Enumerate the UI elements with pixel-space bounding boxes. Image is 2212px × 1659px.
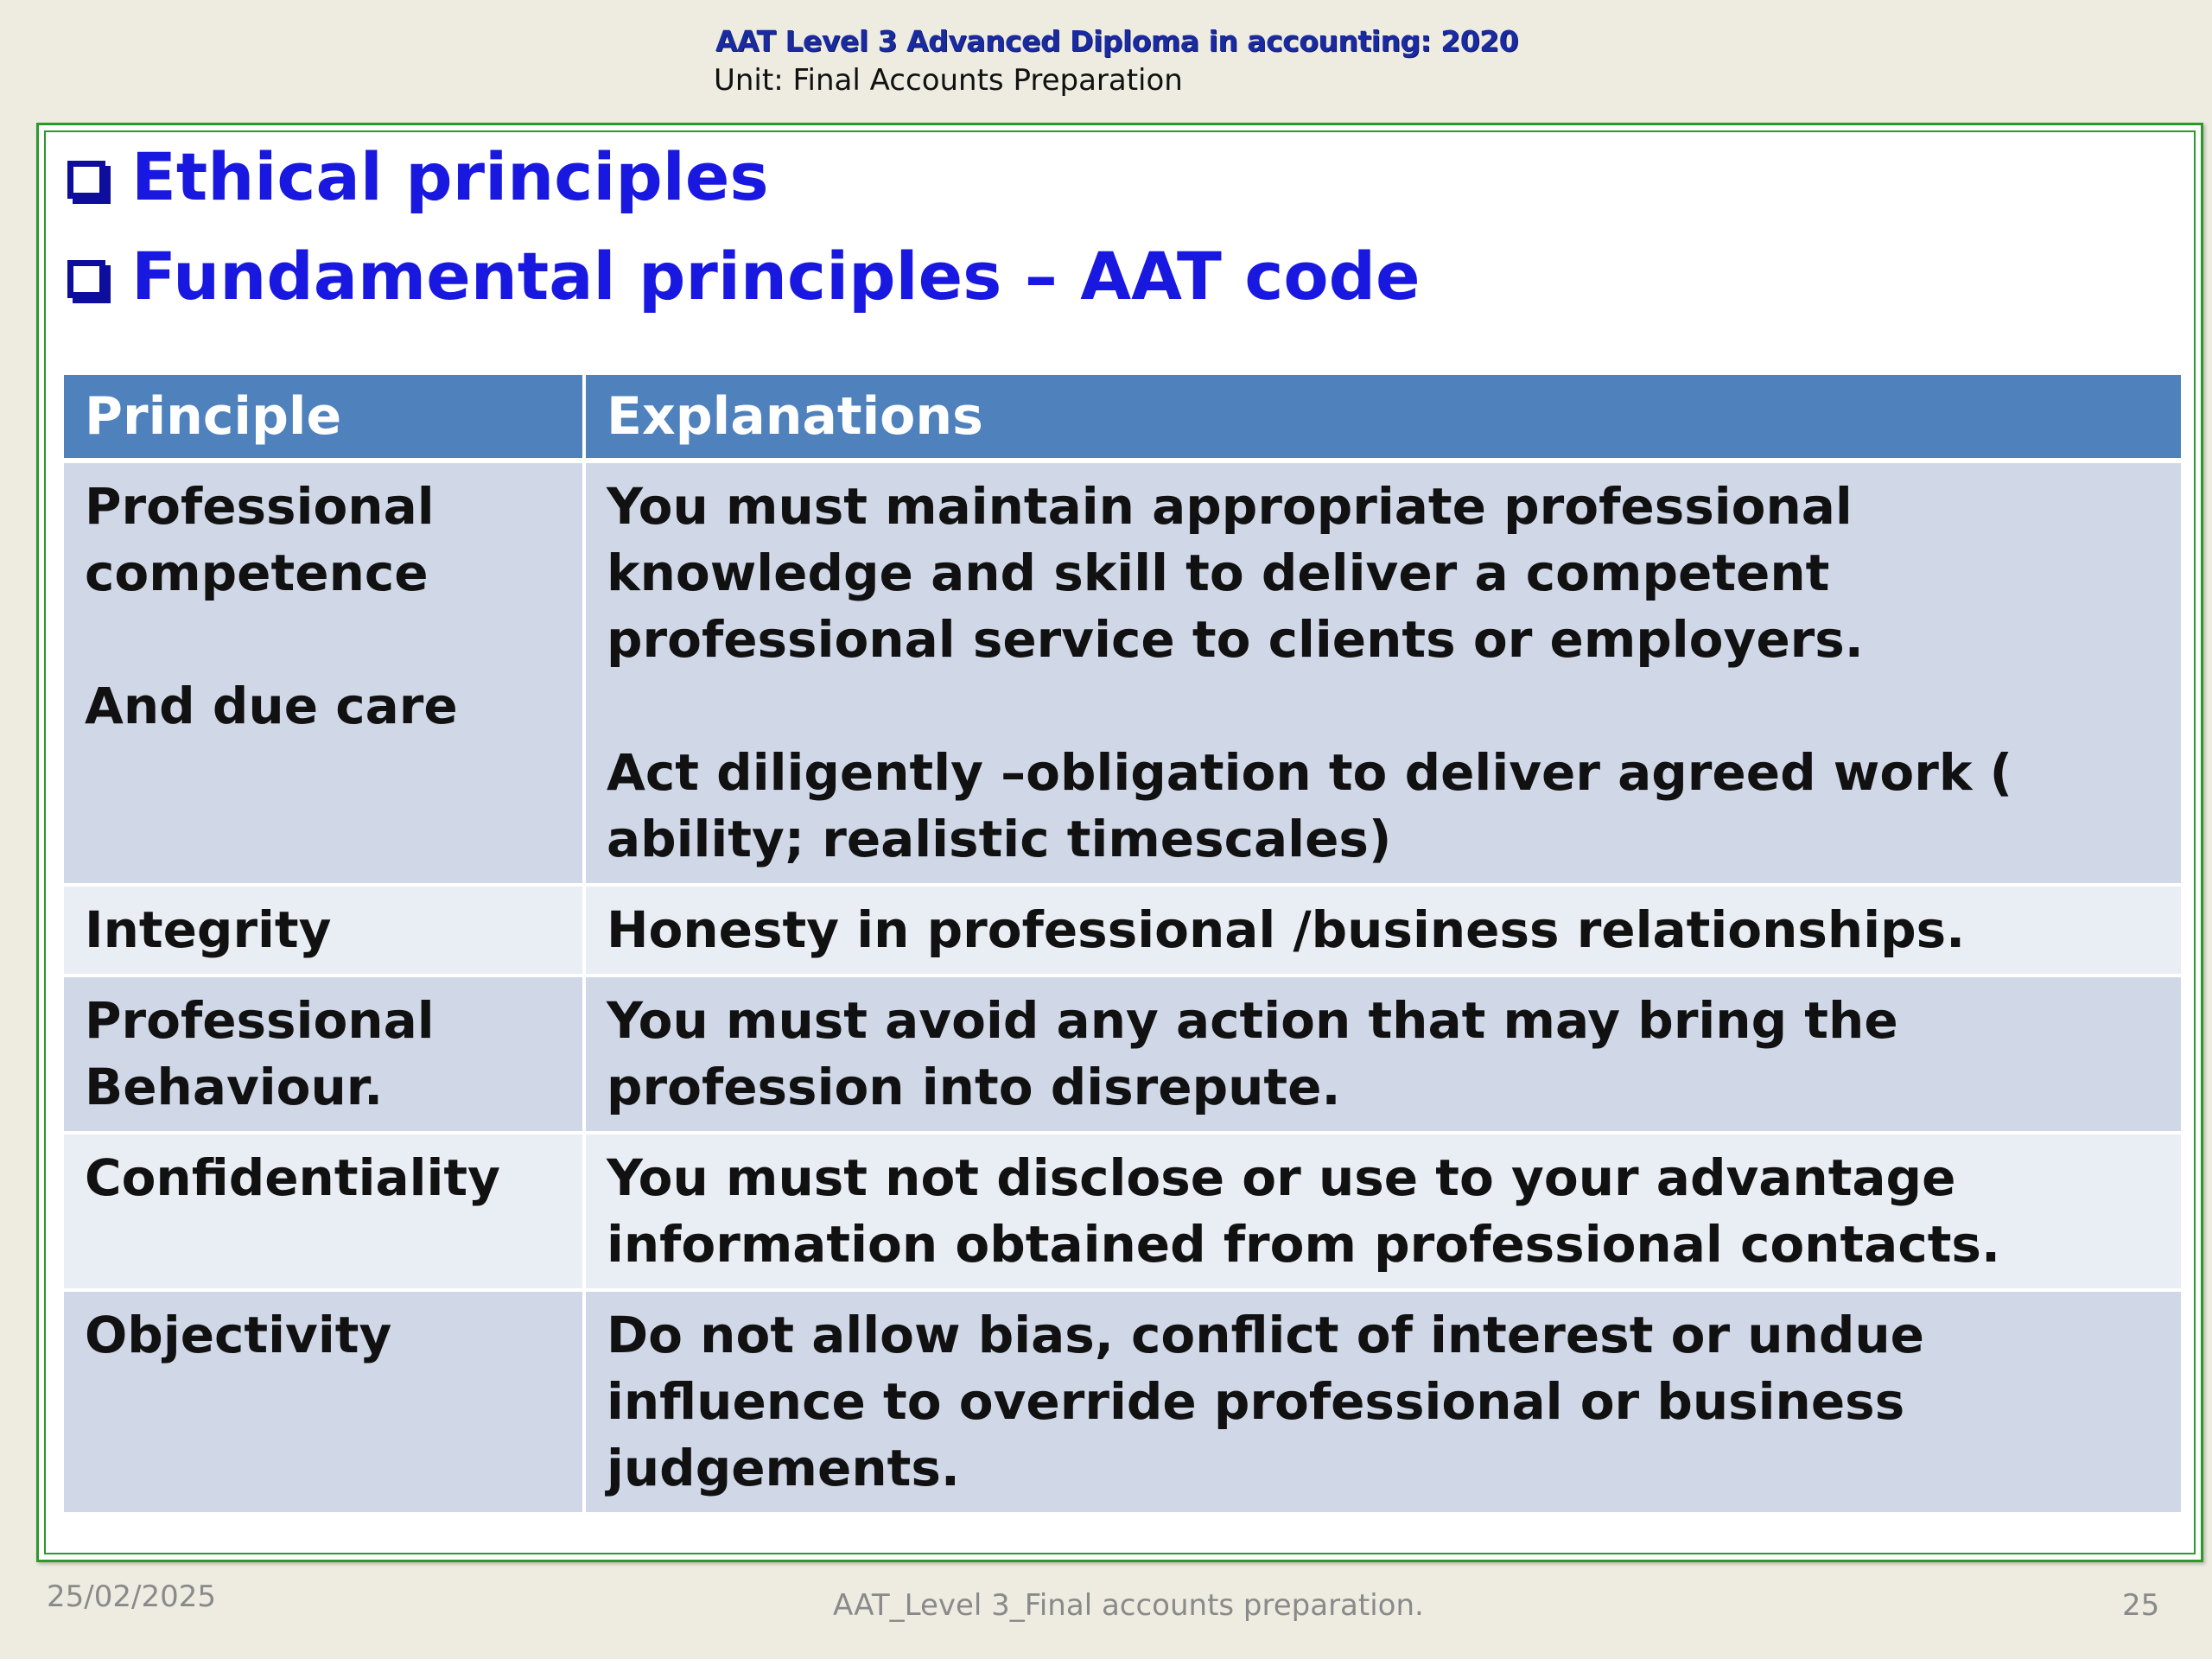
checkbox-bullet-icon — [67, 260, 105, 298]
table-row — [64, 1133, 2183, 1290]
column-header-explanations: Explanations — [584, 375, 2183, 461]
document-header-unit: Unit: Final Accounts Preparation — [714, 63, 1183, 98]
sub-explanation-text: Act diligently –obligation to deliver agreed work ( ability; realistic timescales) — [607, 743, 2013, 868]
explanation-cell: You must not disclose or use to your advantage information obtained from professional contacts. — [584, 1133, 2183, 1290]
footer-page-number: 25 — [2122, 1588, 2160, 1623]
table-header-row — [64, 375, 2183, 461]
table-row — [64, 976, 2183, 1133]
document-header-title: AAT Level 3 Advanced Diploma in accounting: 2020 — [715, 24, 1519, 58]
table-row — [64, 461, 2183, 885]
principles-table — [64, 375, 2184, 1516]
footer-date: 25/02/2025 — [47, 1580, 216, 1614]
explanation-cell: Honesty in professional /business relationships. — [584, 885, 2183, 976]
bullet-fundamental-principles — [67, 238, 1421, 315]
bullet-text: Ethical principles — [131, 138, 769, 215]
principle-cell — [64, 461, 584, 885]
table-row — [64, 885, 2183, 976]
checkbox-bullet-icon — [67, 161, 105, 199]
principle-cell: Integrity — [64, 885, 584, 976]
principle-cell: Professional Behaviour. — [64, 976, 584, 1133]
explanation-text: You must maintain appropriate professional knowledge and skill to deliver a competent professional service to clients or employers. — [607, 477, 1864, 669]
principle-cell: Confidentiality — [64, 1133, 584, 1290]
principle-text: Professional competence — [85, 477, 435, 602]
principle-cell: Objectivity — [64, 1290, 584, 1514]
bullet-ethical-principles — [67, 138, 769, 215]
footer-title: AAT_Level 3_Final accounts preparation. — [833, 1588, 1424, 1623]
sub-principle-text: And due care — [85, 677, 458, 735]
explanation-cell — [584, 461, 2183, 885]
table-row — [64, 1290, 2183, 1514]
explanation-cell: You must avoid any action that may bring the profession into disrepute. — [584, 976, 2183, 1133]
explanation-cell: Do not allow bias, conflict of interest or undue influence to override professional or business judgements. — [584, 1290, 2183, 1514]
bullet-text: Fundamental principles – AAT code — [131, 238, 1421, 315]
column-header-principle: Principle — [64, 375, 584, 461]
